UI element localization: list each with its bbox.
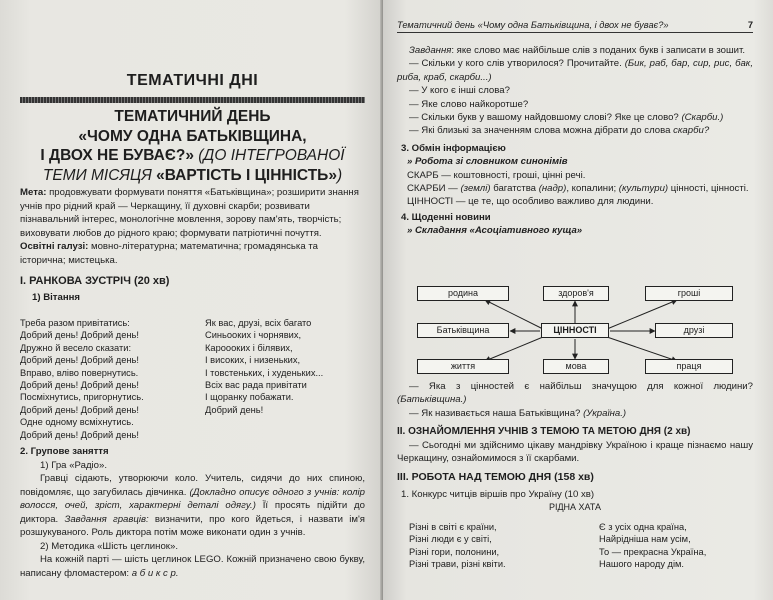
cluster-node-zhyttya: життя <box>417 359 509 374</box>
cluster-node-groshi: гроші <box>645 286 733 301</box>
game2-text-a: На кожній парті — шість цеглинок LEGO. Кожній призначено свою букву, написану фломастером: <box>20 554 365 579</box>
native-home-poem-line: Різні в світі є країни, <box>409 522 497 532</box>
goal-text: продовжувати формувати поняття «Батьківщина»; розширити знання учнів про рідний край — Черкащину, її духовні скарби; розвивати пізнавальний інтерес, монологічне мовлення, зорову пам'ять, творчість; виховувати любов до рідного краю; формувати патріотичні почуття. <box>20 187 359 239</box>
synonym-3: ЦІННОСТІ — це те, що особливо важливо для людини. <box>407 196 654 208</box>
question-6-text: — Яка з цінностей є найбільш значущою для кожної людини? <box>409 381 753 392</box>
greeting-poem-line: Добрий день! Добрий день! <box>20 429 139 440</box>
greeting-poem-line: Добрий день! <box>205 404 264 415</box>
native-home-poem-line: Різні гори, полонини, <box>409 546 500 557</box>
native-home-poem-right <box>599 521 706 571</box>
areas-paragraph <box>20 240 365 267</box>
question-7-answer: (Україна.) <box>583 407 627 419</box>
poem-title: РІДНА ХАТА <box>548 502 602 513</box>
game1-text-b: (Докладно описує одного з учнів: колір волосся, очей, зріст, характерні деталі одягу.) <box>20 486 365 511</box>
day-title-line-4a: ТЕМИ МІСЯЦЯ <box>42 166 157 184</box>
page-number: 7 <box>747 20 753 30</box>
game1-heading: 1) Гра «Радіо». <box>40 459 108 471</box>
greeting-poem-line: Синьооких і чорнявих, <box>205 330 302 341</box>
synonym-2-c: багатства <box>490 183 539 195</box>
cluster-node-batkivshchyna: Батьківщина <box>417 323 509 338</box>
contest-heading: 1. Конкурс читців віршів про Україну (10 хв) <box>401 488 595 500</box>
game2-text-b: а б и к с р. <box>131 567 179 579</box>
greeting-poem-line: Вправо, вліво повернутись. <box>20 367 139 378</box>
running-head <box>397 20 753 33</box>
native-home-poem-line: Різні трави, різні квіти. <box>409 559 506 570</box>
greeting-poem-right <box>205 317 323 416</box>
item2-heading: 2. Групове заняття <box>20 446 109 457</box>
goal-label: Мета: <box>20 187 47 198</box>
question-3: — Яке слово найкоротше? <box>409 98 529 110</box>
cluster-center: ЦІННОСТІ <box>541 323 609 338</box>
greeting-poem-left <box>20 317 144 441</box>
task-text: : яке слово має найбільше слів з поданих букв і записати в зошит. <box>451 45 746 56</box>
item4-heading: 4. Щоденні новини <box>401 211 491 223</box>
part2-heading: ІІ. ОЗНАЙОМЛЕННЯ УЧНІВ З ТЕМОЮ ТА МЕТОЮ ДНЯ (2 хв) <box>397 426 691 438</box>
question-1-text: — Скільки у кого слів утворилося? Прочитайте. <box>409 58 625 70</box>
question-2: — У кого є інші слова? <box>409 85 510 97</box>
question-4 <box>397 111 753 124</box>
part1-heading: І. РАНКОВА ЗУСТРІЧ (20 хв) <box>20 275 170 287</box>
game2-text <box>20 553 365 580</box>
question-5 <box>397 124 753 137</box>
question-6-answer: (Батьківщина.) <box>397 394 467 406</box>
synonym-1: СКАРБ — коштовності, гроші, цінні речі. <box>407 169 586 181</box>
cluster-node-pratsya: праця <box>645 359 733 374</box>
left-page <box>0 0 383 600</box>
game1-text <box>20 472 365 540</box>
synonym-2 <box>397 182 753 195</box>
native-home-poem-left <box>409 521 506 571</box>
synonym-2-d: (надр) <box>538 183 567 195</box>
cluster-node-zdorovya: здоров'я <box>543 286 609 301</box>
decorative-rule <box>20 97 365 103</box>
association-cluster <box>415 285 735 375</box>
item1-greeting: 1) Вітання <box>32 291 81 303</box>
synonym-2-e: , копалини; <box>566 183 619 195</box>
game1-text-d: Завдання гравців: <box>64 513 149 525</box>
day-title <box>20 107 365 185</box>
question-5-text: — Які близькі за значенням слова можна дібрати до слова <box>409 125 674 137</box>
question-7 <box>397 407 753 420</box>
greeting-poem-line: Дружно й весело сказати: <box>20 342 132 353</box>
native-home-poem-line: Найрідніша нам усім, <box>599 534 691 545</box>
arrow-to-zhyttya <box>485 337 543 361</box>
section-title: ТЕМАТИЧНІ ДНІ <box>126 72 259 89</box>
greeting-poem-line: Кароооких і білявих, <box>205 342 293 353</box>
game1-text-c: Її просять підійти до диктора. <box>20 500 365 525</box>
cluster-heading: » Складання «Асоціативного куща» <box>407 225 583 237</box>
part3-heading: ІІІ. РОБОТА НАД ТЕМОЮ ДНЯ (158 хв) <box>397 471 594 484</box>
greeting-poem-line: Як вас, друзі, всіх багато <box>205 318 312 328</box>
day-title-line-4c: ) <box>336 166 343 184</box>
arrow-to-pratsya <box>607 337 677 361</box>
goal-paragraph <box>20 186 365 240</box>
greeting-poem-line: Треба разом привітатись: <box>20 318 130 328</box>
cluster-node-druzi: друзі <box>655 323 733 338</box>
cluster-node-rodyna: родина <box>417 286 509 301</box>
greeting-poem-line: І високих, і низеньких, <box>205 355 301 366</box>
synonym-2-g: цінності, цінності. <box>668 183 749 195</box>
task-label: Завдання <box>409 45 452 56</box>
greeting-poem-line: Добрий день! Добрий день! <box>20 355 139 366</box>
native-home-poem-line: Нашого народу дім. <box>599 559 685 570</box>
question-1-answer: (Бик, раб, бар, сир, рис, бак, риба, краб, скарби...) <box>397 58 753 83</box>
areas-text: мовно-літературна; математична; громадянська та історична; мистецька. <box>20 241 318 266</box>
day-title-line-3b: (ДО ІНТЕГРОВАНОЇ <box>193 147 345 164</box>
question-1 <box>397 57 753 84</box>
native-home-poem-line: Є з усіх одна країна, <box>599 522 687 532</box>
greeting-poem-line: Добрий день! Добрий день! <box>20 404 139 415</box>
greeting-poem-line: Всіх вас рада привітати <box>205 380 307 391</box>
question-7-text: — Як називається наша Батьківщина? <box>409 407 584 419</box>
question-4-text: — Скільки букв у вашому найдовшому слові? Яке це слово? <box>409 112 682 124</box>
greeting-poem-line: Посміхнутись, пригорнутись. <box>20 392 144 403</box>
question-6 <box>397 380 753 407</box>
day-title-line-1: ТЕМАТИЧНИЙ ДЕНЬ <box>114 108 271 125</box>
greeting-poem-line: Добрий день! Добрий день! <box>20 330 139 341</box>
question-4-answer: (Скарби.) <box>681 112 724 124</box>
right-page <box>383 0 773 600</box>
question-5-answer: скарби? <box>673 125 710 137</box>
greeting-poem-line: І товстеньких, і худеньких... <box>205 367 324 378</box>
native-home-poem-line: То — прекрасна Україна, <box>599 546 707 557</box>
day-title-line-4 <box>20 166 365 186</box>
greeting-poem-line: Добрий день! Добрий день! <box>20 380 139 391</box>
cluster-node-mova: мова <box>543 359 609 374</box>
task-paragraph <box>397 44 753 57</box>
day-title-line-2: «ЧОМУ ОДНА БАТЬКІВЩИНА, <box>78 127 307 145</box>
lesson-meta <box>20 186 365 304</box>
day-title-line-4b: «ВАРТІСТЬ І ЦІННІСТЬ» <box>156 166 337 184</box>
running-head-text: Тематичний день «Чому одна Батьківщина, і двох не буває?» <box>397 20 669 30</box>
right-lower-text <box>397 380 753 515</box>
areas-label: Освітні галузі: <box>20 241 89 252</box>
game2-heading: 2) Методика «Шість цеглинок». <box>40 540 179 552</box>
day-title-line-3 <box>20 146 365 166</box>
greeting-poem-line: І щоранку побажати. <box>205 392 294 403</box>
greeting-poem-line: Одне одному всміхнутись. <box>20 417 134 428</box>
synonyms-heading: » Робота зі словником синонімів <box>407 156 568 168</box>
native-home-poem-line: Різні люди є у світі, <box>409 534 492 545</box>
word-task <box>397 44 753 238</box>
synonym-2-f: (культури) <box>618 183 669 195</box>
day-title-line-3a: І ДВОХ НЕ БУВАЄ?» <box>40 147 194 164</box>
synonym-2-b: (землі) <box>460 183 491 195</box>
synonym-2-a: СКАРБИ — <box>407 183 461 195</box>
part2-text: — Сьогодні ми здійснимо цікаву мандрівку Україною і краще пізнаємо нашу Черкащину, ознайомимося з її скарбами. <box>397 439 753 465</box>
game1-text-e: визначити, про кого йдеться, і назвати ім'я розшукуваного. Роль диктора потім може виконати один з учнів. <box>20 513 365 538</box>
item3-heading: 3. Обмін інформацією <box>401 142 506 154</box>
group-activity <box>20 445 365 580</box>
game1-text-a: Гравці сідають, утворюючи коло. Учитель, сидячи до них спиною, повідомляє, що загубилась дівчинка. <box>20 473 365 498</box>
